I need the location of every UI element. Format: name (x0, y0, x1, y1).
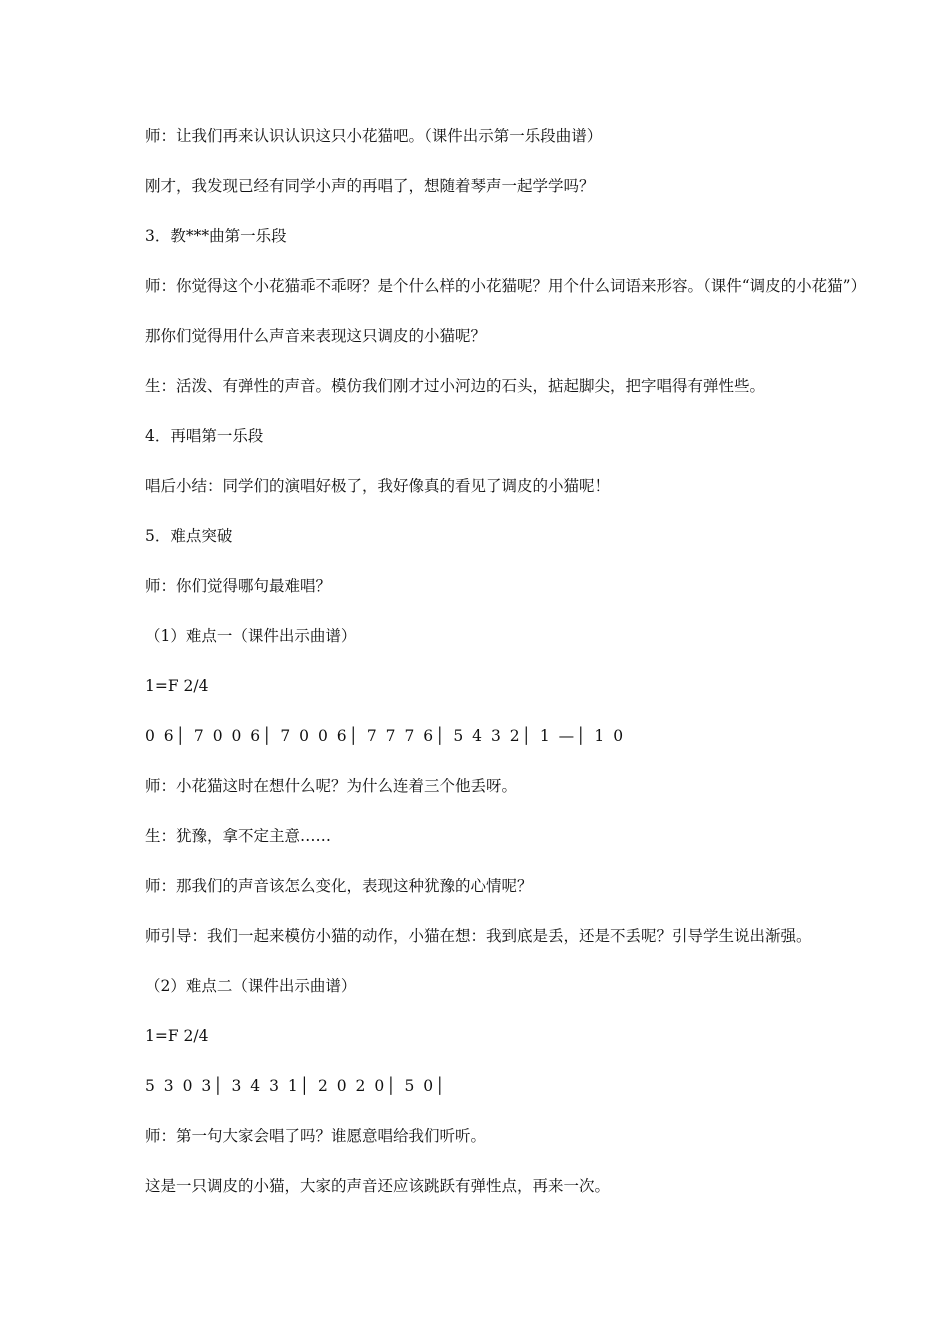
paragraph-student-hesitate: 生：犹豫，拿不定主意…… (145, 827, 332, 845)
paragraph-teacher-invite: 刚才，我发现已经有同学小声的再唱了，想随着琴声一起学学吗？ (145, 177, 595, 195)
paragraph-playful-cat: 这是一只调皮的小猫，大家的声音还应该跳跃有弹性点，再来一次。 (145, 1177, 611, 1195)
paragraph-teacher-question: 师：你觉得这个小花猫乖不乖呀？是个什么样的小花猫呢？用个什么词语来形容。（课件“调皮的小花猫”） (145, 277, 867, 295)
paragraph-teacher-guide: 师引导：我们一起来模仿小猫的动作，小猫在想：我到底是丢，还是不丢呢？引导学生说出渐强。 (145, 927, 812, 945)
subheading-difficulty-two: （2）难点二（课件出示曲谱） (145, 977, 357, 995)
notation-line-one: 0 6│ 7 0 0 6│ 7 0 0 6│ 7 7 7 6│ 5 4 3 2│ 1 —│ 1 0 (145, 727, 626, 745)
heading-sing-again: 4．再唱第一乐段 (145, 427, 264, 445)
key-signature-one: 1=F 2/4 (145, 677, 209, 695)
paragraph-summary: 唱后小结：同学们的演唱好极了，我好像真的看见了调皮的小猫呢！ (145, 477, 611, 495)
paragraph-first-phrase: 师：第一句大家会唱了吗？谁愿意唱给我们听听。 (145, 1127, 487, 1145)
paragraph-voice-change: 师：那我们的声音该怎么变化，表现这种犹豫的心情呢？ (145, 877, 533, 895)
subheading-difficulty-one: （1）难点一（课件出示曲谱） (145, 627, 357, 645)
heading-teach-section-1: 3．教***曲第一乐段 (145, 227, 287, 245)
heading-difficulty: 5．难点突破 (145, 527, 233, 545)
notation-line-two: 5 3 0 3│ 3 4 3 1│ 2 0 2 0│ 5 0│ (145, 1077, 447, 1095)
paragraph-teacher-intro: 师：让我们再来认识认识这只小花猫吧。（课件出示第一乐段曲谱） (145, 127, 603, 145)
key-signature-two: 1=F 2/4 (145, 1027, 209, 1045)
paragraph-student-answer: 生：活泼、有弹性的声音。模仿我们刚才过小河边的石头，掂起脚尖，把字唱得有弹性些。 (145, 377, 766, 395)
paragraph-voice-question: 那你们觉得用什么声音来表现这只调皮的小猫呢？ (145, 327, 487, 345)
paragraph-hardest-line: 师：你们觉得哪句最难唱？ (145, 577, 332, 595)
paragraph-cat-thinking: 师：小花猫这时在想什么呢？为什么连着三个他丢呀。 (145, 777, 518, 795)
